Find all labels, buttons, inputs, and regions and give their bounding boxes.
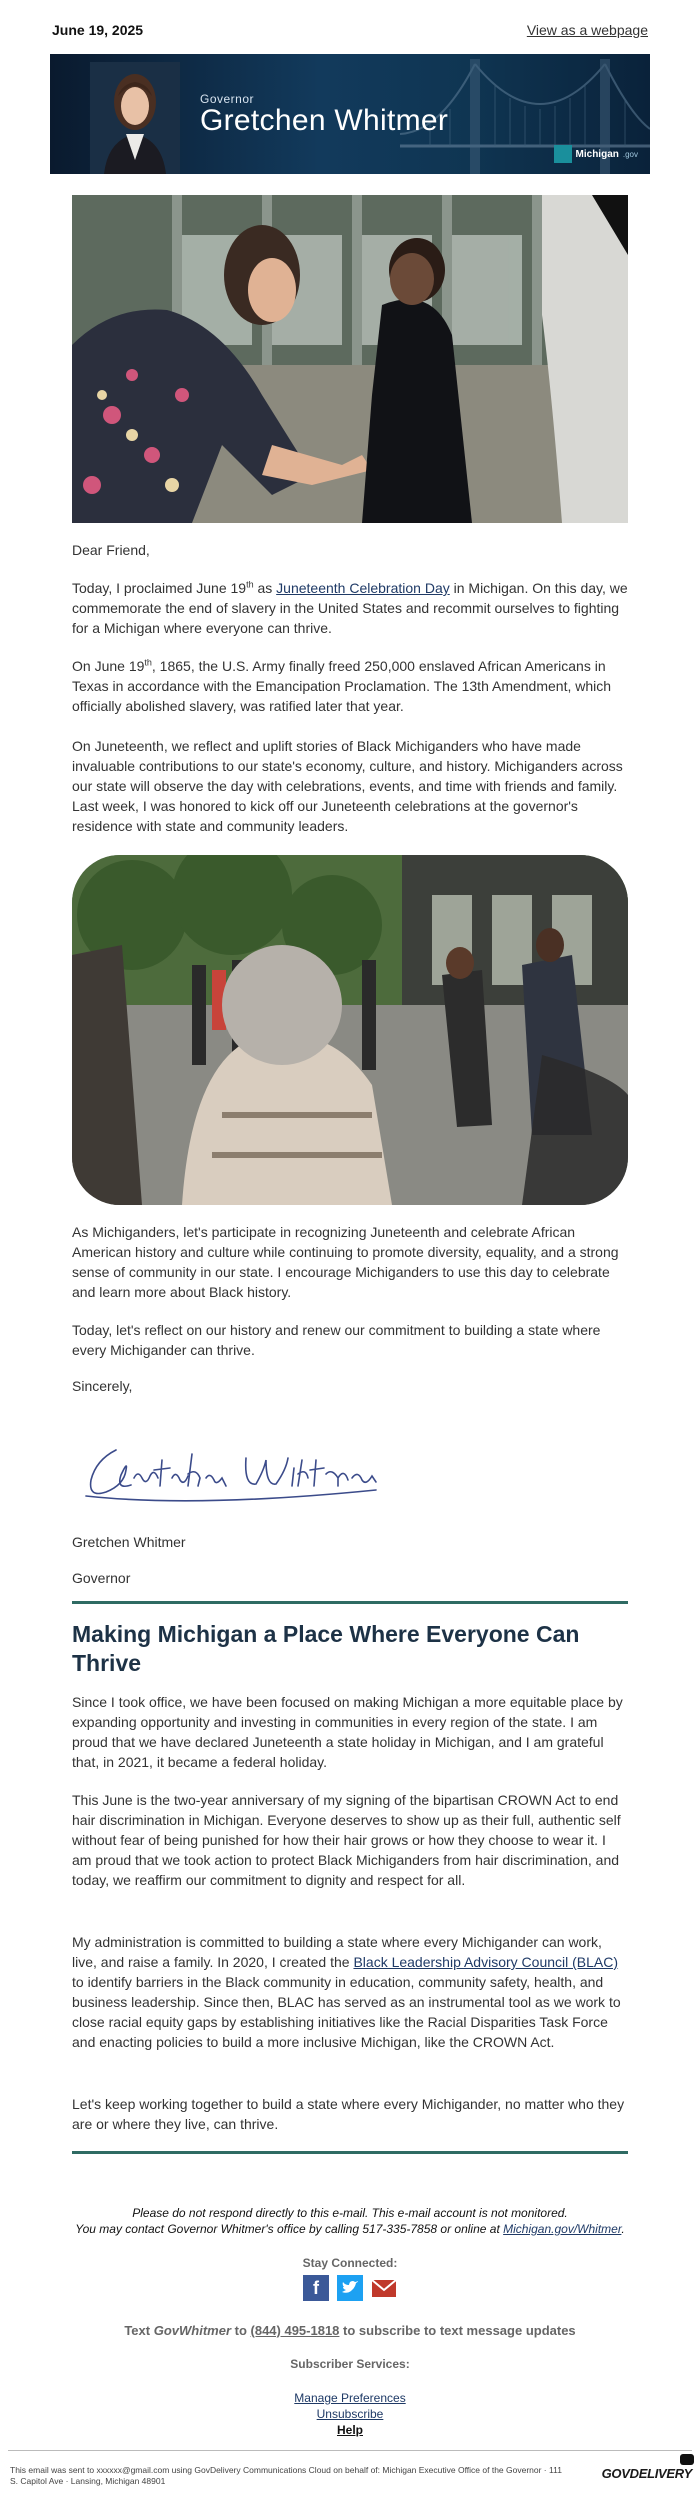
text-to: to — [231, 2323, 251, 2338]
michigan-gov-whitmer-link[interactable]: Michigan.gov/Whitmer — [503, 2222, 622, 2236]
letter-greeting — [72, 540, 628, 560]
p2-superscript: th — [144, 657, 152, 668]
text-keyword: GovWhitmer — [153, 2323, 232, 2338]
section-paragraph-4 — [72, 2094, 628, 2134]
p4-text: As Michiganders, let's participate in recognizing Juneteenth and celebrate African American history and culture while continuing to promote diversity, equality, and a strong sense of community in our state. I encourage Michiganders to use this day to celebrate and learn more about Black history. — [72, 1224, 619, 1300]
letter-paragraph-3 — [72, 736, 628, 836]
juneteenth-celebration-photo — [72, 855, 628, 1205]
closing-text: Sincerely, — [72, 1378, 133, 1394]
section-paragraph-1 — [72, 1692, 628, 1772]
letter-paragraph-5 — [72, 1320, 628, 1360]
text-subscribe-line — [0, 2323, 700, 2338]
p2-text-a: On June 19 — [72, 658, 145, 674]
signer-name-text: Gretchen Whitmer — [72, 1534, 186, 1550]
section-paragraph-2 — [72, 1790, 628, 1890]
letter-paragraph-4 — [72, 1222, 628, 1302]
signer-name — [72, 1532, 628, 1552]
govdelivery-bubble-icon — [680, 2454, 694, 2465]
p2-text-b: , 1865, the U.S. Army finally freed 250,000 enslaved African Americans in Texas in accordance with the Emancipation Proclamation. The 13th Amendment, which officially abolished slavery, was ratified later that year. — [72, 658, 612, 714]
p1-text-a: Today, I proclaimed June 19 — [72, 580, 247, 596]
blac-link[interactable]: Black Leadership Advisory Council (BLAC) — [353, 1954, 619, 1970]
manage-preferences-link[interactable]: Manage Preferences — [294, 2391, 406, 2405]
banner-name: Gretchen Whitmer — [200, 104, 449, 137]
text-suffix: to subscribe to text message updates — [339, 2323, 576, 2338]
section-divider-top — [72, 1601, 628, 1604]
signer-title-text: Governor — [72, 1570, 131, 1586]
social-links — [0, 2275, 700, 2301]
legal-footer-text: This email was sent to xxxxxx@gmail.com using GovDelivery Communications Cloud on behalf of: Michigan Executive Office of the Governor · 111 S. Capitol Ave · Lansing, Michigan 48901 — [10, 2465, 562, 2486]
section-p3-text-b: to identify barriers in the Black community in education, community safety, health, and business leadership. Since then, BLAC has served as an instrumental tool as we work to close racial equity gaps by establishing initiatives like the Racial Disparities Task Force and enacting policies to build a more inclusive Michigan, like the CROWN Act. — [72, 1974, 621, 2050]
text-number-link[interactable]: (844) 495-1818 — [250, 2323, 340, 2338]
michigan-logo-suffix: .gov — [622, 149, 638, 159]
footer-divider — [8, 2450, 692, 2451]
unsubscribe-link[interactable]: Unsubscribe — [316, 2407, 384, 2421]
section-p1-text: Since I took office, we have been focused on making Michigan a more equitable place by expanding opportunity and investing in communities in every region of the state. I am proud that we have declared Juneteenth a state holiday in Michigan, and I am grateful that, in 2021, it became a federal holiday. — [72, 1694, 623, 1770]
greeting-text: Dear Friend, — [72, 542, 150, 558]
p3-text: On Juneteenth, we reflect and uplift stories of Black Michiganders who have made invaluable contributions to our state's economy, culture, and history. Michiganders across our state will observe the day with celebrations, events, and time with friends and family. Last week, I was honored to kick off our Juneteenth celebrations at the governor's residence with state and community leaders. — [72, 738, 623, 834]
p1-text-c: in Michigan. On this day, we commemorate the end of slavery in the United States and recommit ourselves to fighting for a Michigan where everyone can thrive. — [72, 580, 628, 636]
subscriber-links — [0, 2390, 700, 2438]
governor-banner — [50, 54, 650, 174]
section-p3-text-a: My administration is committed to building a state where every Michigander can work, live, and raise a family. In 2020, I created the — [72, 1934, 602, 1970]
michigan-logo-icon — [554, 145, 572, 163]
michigan-logo-text: Michigan — [575, 148, 619, 160]
text-prefix: Text — [124, 2323, 154, 2338]
juneteenth-proclamation-link[interactable]: Juneteenth Celebration Day — [276, 580, 450, 596]
p1-superscript: th — [246, 579, 254, 590]
footer-notice — [20, 2205, 680, 2237]
p5-text: Today, let's reflect on our history and renew our commitment to building a state where every Michigander can thrive. — [72, 1322, 601, 1358]
email-date: June 19, 2025 — [52, 22, 144, 38]
banner-subtitle: Governor — [200, 92, 255, 106]
photo-illustration — [72, 855, 628, 1205]
top-bar — [52, 22, 648, 42]
stay-connected-label: Stay Connected: — [302, 2256, 398, 2270]
section-paragraph-3 — [72, 1932, 628, 2052]
subscriber-services-label: Subscriber Services: — [290, 2357, 410, 2371]
signer-title — [72, 1568, 628, 1588]
letter-closing — [72, 1376, 628, 1396]
facebook-icon[interactable]: f — [303, 2275, 329, 2301]
governor-greeting-photo — [72, 195, 628, 523]
help-link[interactable]: Help — [336, 2423, 363, 2437]
section-heading: Making Michigan a Place Where Everyone Can Thrive — [72, 1621, 580, 1676]
letter-paragraph-2 — [72, 656, 628, 716]
photo-illustration — [72, 195, 628, 523]
twitter-icon[interactable] — [337, 2275, 363, 2301]
contact-notice: You may contact Governor Whitmer's office by calling 517-335-7858 or online at — [75, 2222, 504, 2236]
michigan-gov-logo — [554, 144, 638, 164]
twitter-bird-glyph — [341, 2280, 359, 2296]
contact-notice-end: . — [621, 2222, 625, 2236]
governor-portrait — [90, 62, 180, 174]
handwritten-signature — [76, 1430, 396, 1510]
p1-text-b: as — [253, 580, 277, 596]
section-divider-bottom — [72, 2151, 628, 2154]
email-icon[interactable] — [371, 2275, 397, 2301]
letter-paragraph-1 — [72, 578, 628, 638]
no-reply-notice: Please do not respond directly to this e-mail. This e-mail account is not monitored. — [132, 2206, 568, 2220]
govdelivery-logo — [602, 2466, 692, 2481]
section-p2-text: This June is the two-year anniversary of my signing of the bipartisan CROWN Act to end hair discrimination in Michigan. Everyone deserves to show up as their full, authentic self without fear of being punished for how their hair grows or how they choose to wear it. I am proud that we took action to protect Black Michiganders from hair discrimination, and today, we reaffirm our commitment to dignity and respect for all. — [72, 1792, 621, 1888]
section-p4-text: Let's keep working together to build a state where every Michigander, no matter who they are or where they live, can thrive. — [72, 2096, 625, 2132]
envelope-glyph — [371, 2277, 397, 2299]
govdelivery-brand-text: GOVDELIVERY — [601, 2466, 692, 2481]
view-as-webpage-link[interactable]: View as a webpage — [526, 22, 648, 38]
